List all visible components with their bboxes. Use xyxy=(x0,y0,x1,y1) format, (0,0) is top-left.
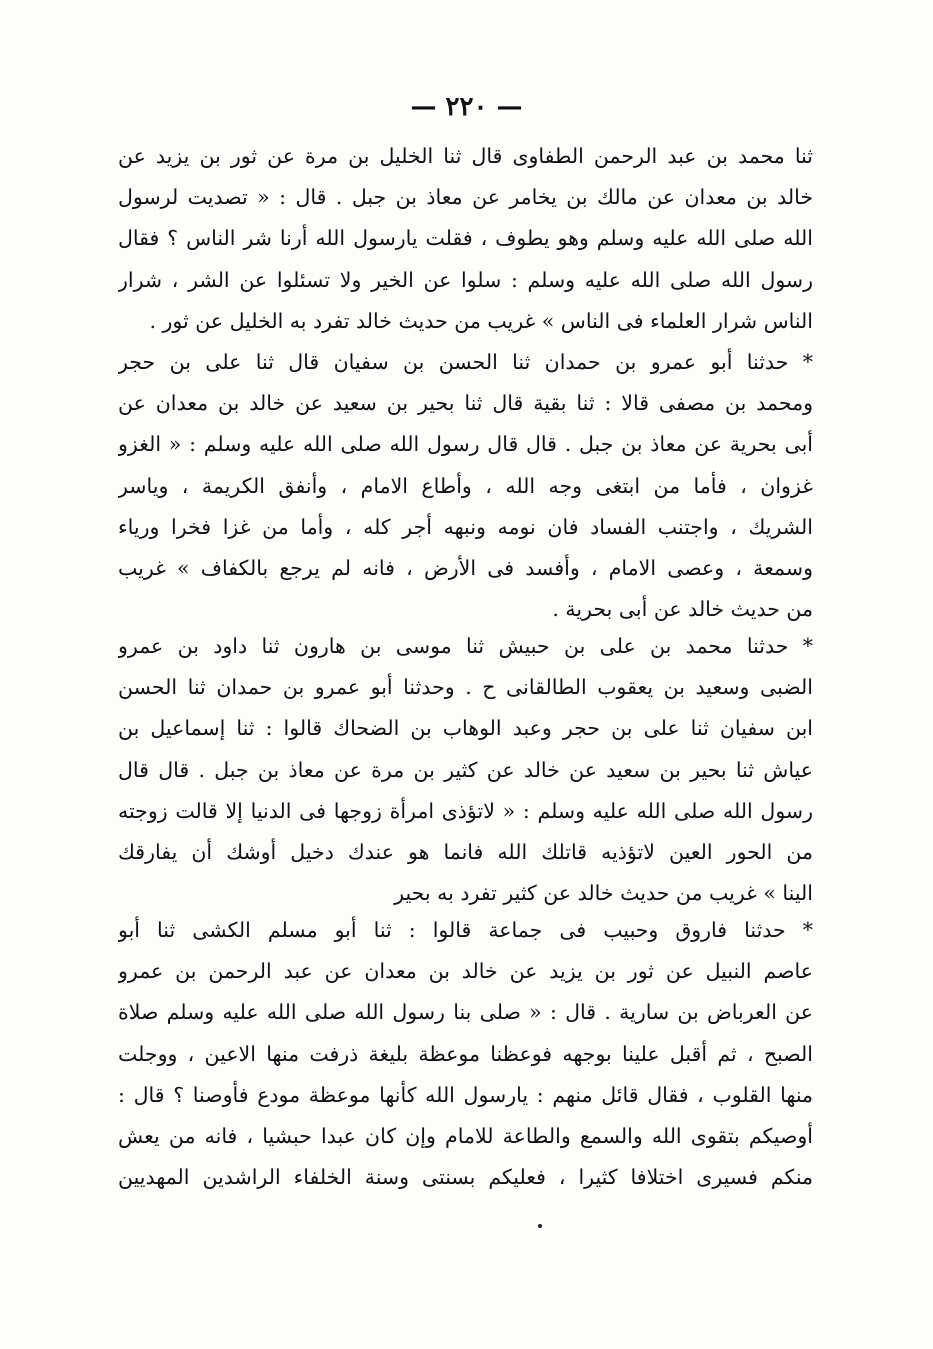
text-line: أوصيكم بتقوى الله والسمع والطاعة للامام وإن كان عبدا حبشيا ، فانه من يعش xyxy=(118,1123,813,1148)
text-line: خالد بن معدان عن مالك بن يخامر عن معاذ بن جبل . قال : « تصديت لرسول xyxy=(118,185,813,210)
text-line: من حديث خالد عن أبى بحرية . xyxy=(552,597,813,622)
text-line: * حدثنا أبو عمرو بن حمدان ثنا الحسن بن سفيان قال ثنا على بن حجر xyxy=(118,350,813,374)
ink-speck xyxy=(538,1224,542,1228)
text-line: ومحمد بن مصفى قالا : ثنا بقية قال ثنا بحير بن سعيد عن خالد بن معدان عن xyxy=(118,391,813,416)
text-line: الضبى وسعيد بن يعقوب الطالقانى ح . وحدثنا أبو عمرو بن حمدان ثنا الحسن xyxy=(118,675,813,700)
text-line: عاصم النبيل عن ثور بن يزيد عن خالد بن معدان عن عبد الرحمن بن عمرو xyxy=(118,959,813,984)
text-line: غزوان ، فأما من ابتغى وجه الله ، وأطاع الامام ، وأنفق الكريمة ، وياسر xyxy=(118,473,813,498)
text-line: ابن سفيان ثنا على بن حجر وعبد الوهاب بن الضحاك قالوا : ثنا إسماعيل بن xyxy=(118,716,813,741)
text-line: أبى بحرية عن معاذ بن جبل . قال قال رسول الله صلى الله عليه وسلم : « الغزو xyxy=(118,432,813,457)
text-line: * حدثنا محمد بن على بن حبيش ثنا موسى بن هارون ثنا داود بن عمرو xyxy=(118,634,813,658)
text-line: الشريك ، واجتنب الفساد فان نومه ونبهه أجر كله ، وأما من غزا فخرا ورياء xyxy=(118,514,813,539)
text-line: الله صلى الله عليه وسلم وهو يطوف ، فقلت يارسول الله أرنا شر الناس ؟ فقال xyxy=(118,226,813,251)
paragraph-2 xyxy=(118,342,813,630)
text-line: من الحور العين لاتؤذيه قاتلك الله فانما هو عندك دخيل أوشك أن يفارقك xyxy=(118,839,813,864)
text-line: رسول الله صلى الله عليه وسلم : سلوا عن الخير ولا تسئلوا عن الشر ، شرار xyxy=(118,267,813,292)
text-line: منها القلوب ، فقال قائل منهم : يارسول الله كأنها موعظة مودع فأوصنا ؟ قال : xyxy=(118,1082,813,1107)
text-line: منكم فسيرى اختلافا كثيرا ، فعليكم بسنتى وسنة الخلفاء الراشدين المهديين xyxy=(118,1165,813,1190)
text-line: وسمعة ، وعصى الامام ، وأفسد فى الأرض ، فانه لم يرجع بالكفاف » غريب xyxy=(118,555,813,580)
text-line: عن العرباض بن سارية . قال : « صلى بنا رسول الله صلى الله عليه وسلم صلاة xyxy=(118,1000,813,1025)
text-line: الصبح ، ثم أقبل علينا بوجهه فوعظنا موعظة بليغة ذرفت منها الاعين ، ووجلت xyxy=(118,1041,813,1066)
text-line: * حدثنا فاروق وحبيب فى جماعة قالوا : ثنا أبو مسلم الكشى ثنا أبو xyxy=(118,918,813,942)
page-number: — ٢٢٠ — xyxy=(410,92,523,122)
text-line: عياش ثنا بحير بن سعيد عن خالد عن كثير بن مرة عن معاذ بن جبل . قال قال xyxy=(118,757,813,782)
paragraph-4 xyxy=(118,910,813,1198)
paragraph-1 xyxy=(118,136,813,342)
text-line: الناس شرار العلماء فى الناس » غريب من حديث خالد تفرد به الخليل عن ثور . xyxy=(149,308,813,333)
paragraph-3 xyxy=(118,626,813,914)
text-line: رسول الله صلى الله عليه وسلم : « لاتؤذى امرأة زوجها فى الدنيا إلا قالت زوجته xyxy=(118,798,813,823)
text-line: ثنا محمد بن عبد الرحمن الطفاوى قال ثنا الخليل بن مرة عن ثور بن يزيد عن xyxy=(118,144,813,168)
text-line: الينا » غريب من حديث خالد عن كثير تفرد به بحير xyxy=(394,881,813,906)
